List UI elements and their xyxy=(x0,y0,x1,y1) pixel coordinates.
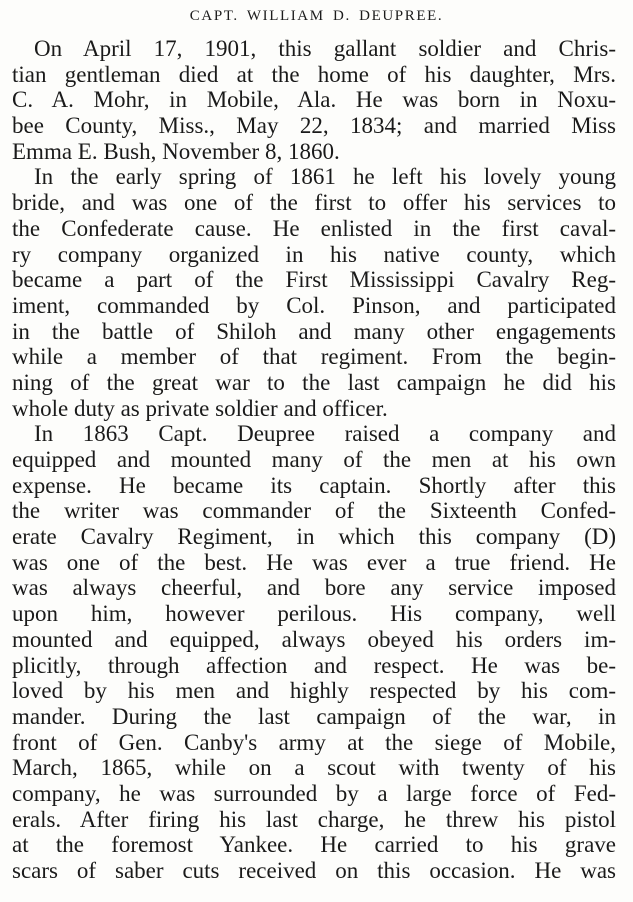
text-line: whole duty as private soldier and officer. xyxy=(12,395,388,421)
text-line: tian gentleman died at the home of his daughter, Mrs. xyxy=(12,61,616,87)
text-line: became a part of the First Mississippi Cavalry Reg- xyxy=(12,267,616,293)
text-line: company, he was surrounded by a large force of Fed- xyxy=(12,780,616,806)
text-line: upon him, however perilous. His company, well xyxy=(12,601,616,627)
text-line: mounted and equipped, always obeyed his orders im- xyxy=(12,626,616,652)
article-heading: CAPT. WILLIAM D. DEUPREE. xyxy=(189,8,444,24)
text-line: mander. During the last campaign of the war, in xyxy=(12,703,616,729)
text-line: the writer was commander of the Sixteenth Confed- xyxy=(12,498,616,524)
text-line: scars of saber cuts received on this occasion. He was xyxy=(12,858,616,883)
text-line: at the foremost Yankee. He carried to his grave xyxy=(12,832,616,858)
text-line: while a member of that regiment. From the begin- xyxy=(12,344,616,370)
paragraph xyxy=(12,36,616,164)
text-line: In the early spring of 1861 he left his lovely young xyxy=(34,164,616,190)
text-line: ry company organized in his native county, which xyxy=(12,241,616,267)
text-line: March, 1865, while on a scout with twenty of his xyxy=(12,755,616,781)
text-line: bride, and was one of the first to offer his services to xyxy=(12,190,616,216)
text-line: Emma E. Bush, November 8, 1860. xyxy=(12,138,340,164)
text-line: erals. After firing his last charge, he threw his pistol xyxy=(12,806,616,832)
text-line: was one of the best. He was ever a true friend. He xyxy=(12,549,616,575)
text-line: equipped and mounted many of the men at his own xyxy=(12,447,616,472)
text-line: front of Gen. Canby's army at the siege of Mobile, xyxy=(12,729,616,755)
text-line: In 1863 Capt. Deupree raised a company and xyxy=(34,421,616,447)
text-line: iment, commanded by Col. Pinson, and participated xyxy=(12,292,616,318)
text-line: On April 17, 1901, this gallant soldier and Chris- xyxy=(34,36,616,61)
paragraph xyxy=(12,164,616,421)
text-line: in the battle of Shiloh and many other engagements xyxy=(12,318,616,344)
text-line: ning of the great war to the last campaign he did his xyxy=(12,369,616,395)
text-line: erate Cavalry Regiment, in which this company (D) xyxy=(12,524,616,550)
text-line: the Confederate cause. He enlisted in the first caval- xyxy=(12,215,616,241)
paragraph xyxy=(12,421,616,883)
text-line: loved by his men and highly respected by his com- xyxy=(12,678,616,704)
text-line: plicitly, through affection and respect. He was be- xyxy=(12,652,616,678)
text-line: C. A. Mohr, in Mobile, Ala. He was born in Noxu- xyxy=(12,87,616,113)
article-body xyxy=(12,36,616,884)
text-line: expense. He became its captain. Shortly after this xyxy=(12,472,616,498)
text-line: bee County, Miss., May 22, 1834; and married Miss xyxy=(12,113,616,139)
text-line: was always cheerful, and bore any service imposed xyxy=(12,575,616,601)
